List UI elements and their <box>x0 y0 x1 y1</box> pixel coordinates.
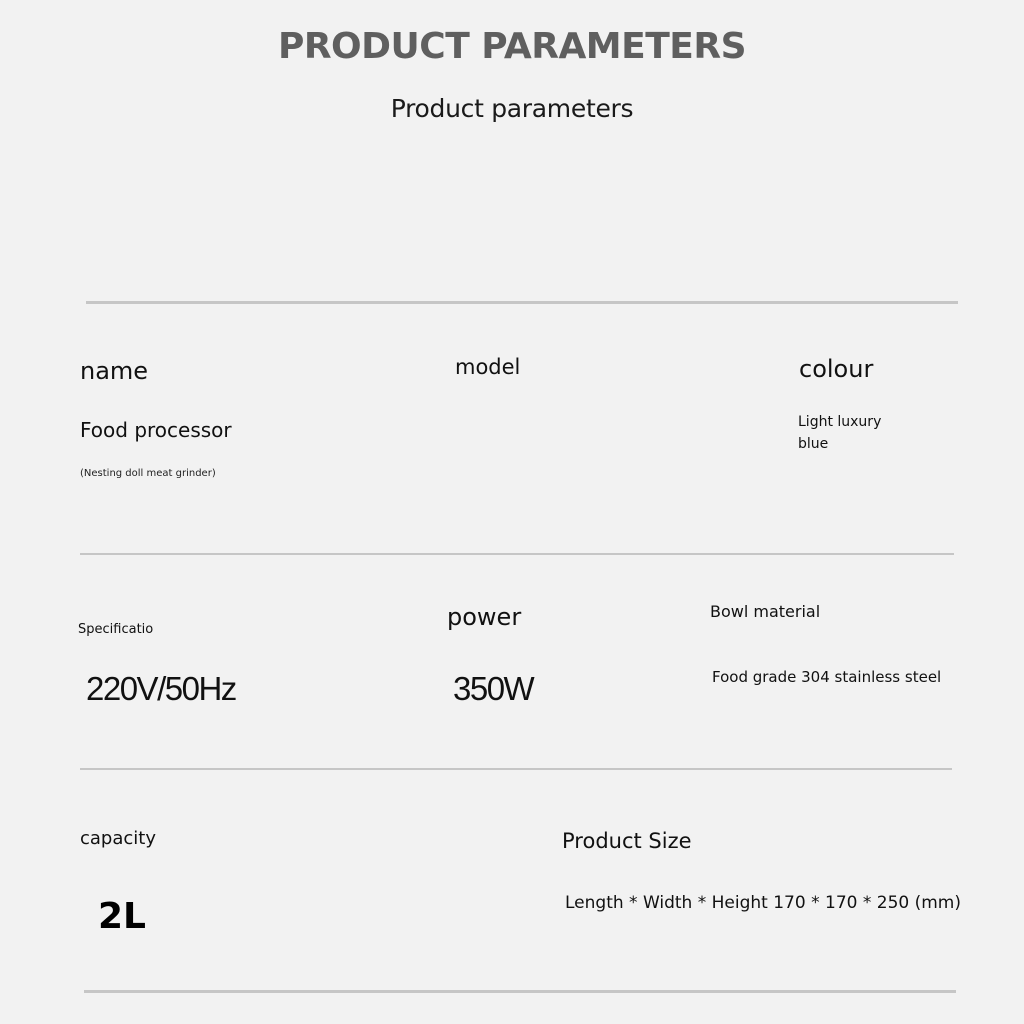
capacity-value: 2L <box>98 896 146 937</box>
colour-value-line1: Light luxury <box>798 414 882 430</box>
colour-label: colour <box>799 355 874 383</box>
capacity-label: capacity <box>80 828 156 849</box>
power-value: 350W <box>453 670 534 707</box>
colour-value-line2: blue <box>798 436 829 452</box>
divider-top <box>86 301 958 304</box>
spec-value: 220V/50Hz <box>86 670 236 707</box>
page-title: PRODUCT PARAMETERS <box>277 26 747 67</box>
spec-label: Specificatio <box>78 622 154 637</box>
bowl-material-value: Food grade 304 stainless steel <box>712 668 942 686</box>
model-label: model <box>455 355 521 379</box>
bowl-material-label: Bowl material <box>710 602 821 621</box>
page-subtitle: Product parameters <box>390 94 634 123</box>
name-label: name <box>80 357 149 385</box>
divider-bottom <box>84 990 956 993</box>
power-label: power <box>447 603 522 631</box>
name-value: Food processor <box>80 418 232 442</box>
product-size-value: Length * Width * Height 170 * 170 * 250 (mm) <box>565 893 961 913</box>
name-note: (Nesting doll meat grinder) <box>80 468 216 479</box>
product-size-label: Product Size <box>562 829 692 853</box>
divider-row2 <box>80 768 952 770</box>
divider-row1 <box>80 553 954 555</box>
